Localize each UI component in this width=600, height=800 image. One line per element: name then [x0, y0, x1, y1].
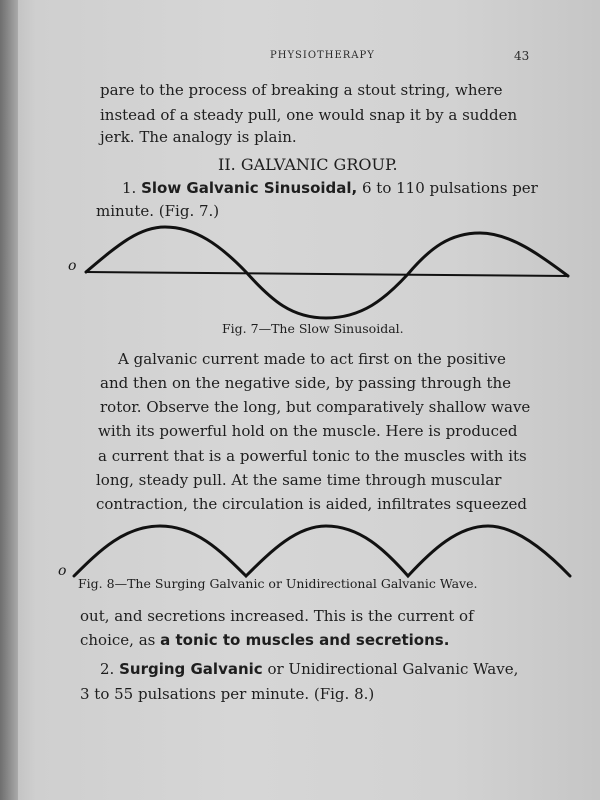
para3-line2	[80, 630, 449, 650]
para2-line1: A galvanic current made to act first on the positive	[118, 350, 506, 368]
item1-line2: minute. (Fig. 7.)	[96, 202, 220, 220]
fig7-origin-label: o	[68, 258, 77, 274]
item1-number: 1.	[122, 179, 137, 197]
para2-line3: rotor. Observe the long, but comparatively shallow wave	[100, 398, 531, 416]
para1-line2: instead of a steady pull, one would snap it by a sudden	[100, 106, 518, 124]
fig7-baseline	[86, 272, 568, 276]
item2-line1	[100, 659, 518, 679]
fig8-wave-curve	[74, 526, 570, 576]
para3-line2-bold: a tonic to muscles and secretions.	[160, 631, 450, 649]
book-spine-shadow	[0, 0, 18, 800]
para1-line3: jerk. The analogy is plain.	[100, 128, 297, 146]
fig8-origin-label: o	[58, 563, 67, 579]
page-header	[0, 50, 600, 70]
page-number: 43	[514, 49, 530, 63]
item1-line1	[122, 178, 538, 198]
para1-line1: pare to the process of breaking a stout string, where	[100, 81, 503, 99]
item2-rest: or Unidirectional Galvanic Wave,	[262, 660, 519, 678]
fig8-caption: Fig. 8—The Surging Galvanic or Unidirectional Galvanic Wave.	[78, 576, 478, 591]
running-title: PHYSIOTHERAPY	[270, 50, 375, 61]
item1-rest: 6 to 110 pulsations per	[357, 179, 538, 197]
section-heading: II. GALVANIC GROUP.	[218, 155, 398, 174]
item2-name: Surging Galvanic	[119, 660, 263, 678]
para2-line5: a current that is a powerful tonic to the muscles with its	[98, 447, 527, 465]
para2-line6: long, steady pull. At the same time through muscular	[96, 471, 502, 489]
fig7-sinusoidal-wave	[0, 215, 600, 325]
para2-line2: and then on the negative side, by passing through the	[100, 374, 512, 392]
item2-number: 2.	[100, 660, 115, 678]
fig7-caption: Fig. 7—The Slow Sinusoidal.	[222, 321, 404, 336]
para2-line4: with its powerful hold on the muscle. Here is produced	[98, 422, 518, 440]
item2-line2: 3 to 55 pulsations per minute. (Fig. 8.)	[80, 685, 375, 703]
para3-line1: out, and secretions increased. This is the current of	[80, 607, 474, 625]
para2-line7: contraction, the circulation is aided, infiltrates squeezed	[96, 495, 527, 513]
para3-line2-start: choice, as	[80, 631, 161, 649]
item1-name: Slow Galvanic Sinusoidal,	[141, 179, 358, 197]
